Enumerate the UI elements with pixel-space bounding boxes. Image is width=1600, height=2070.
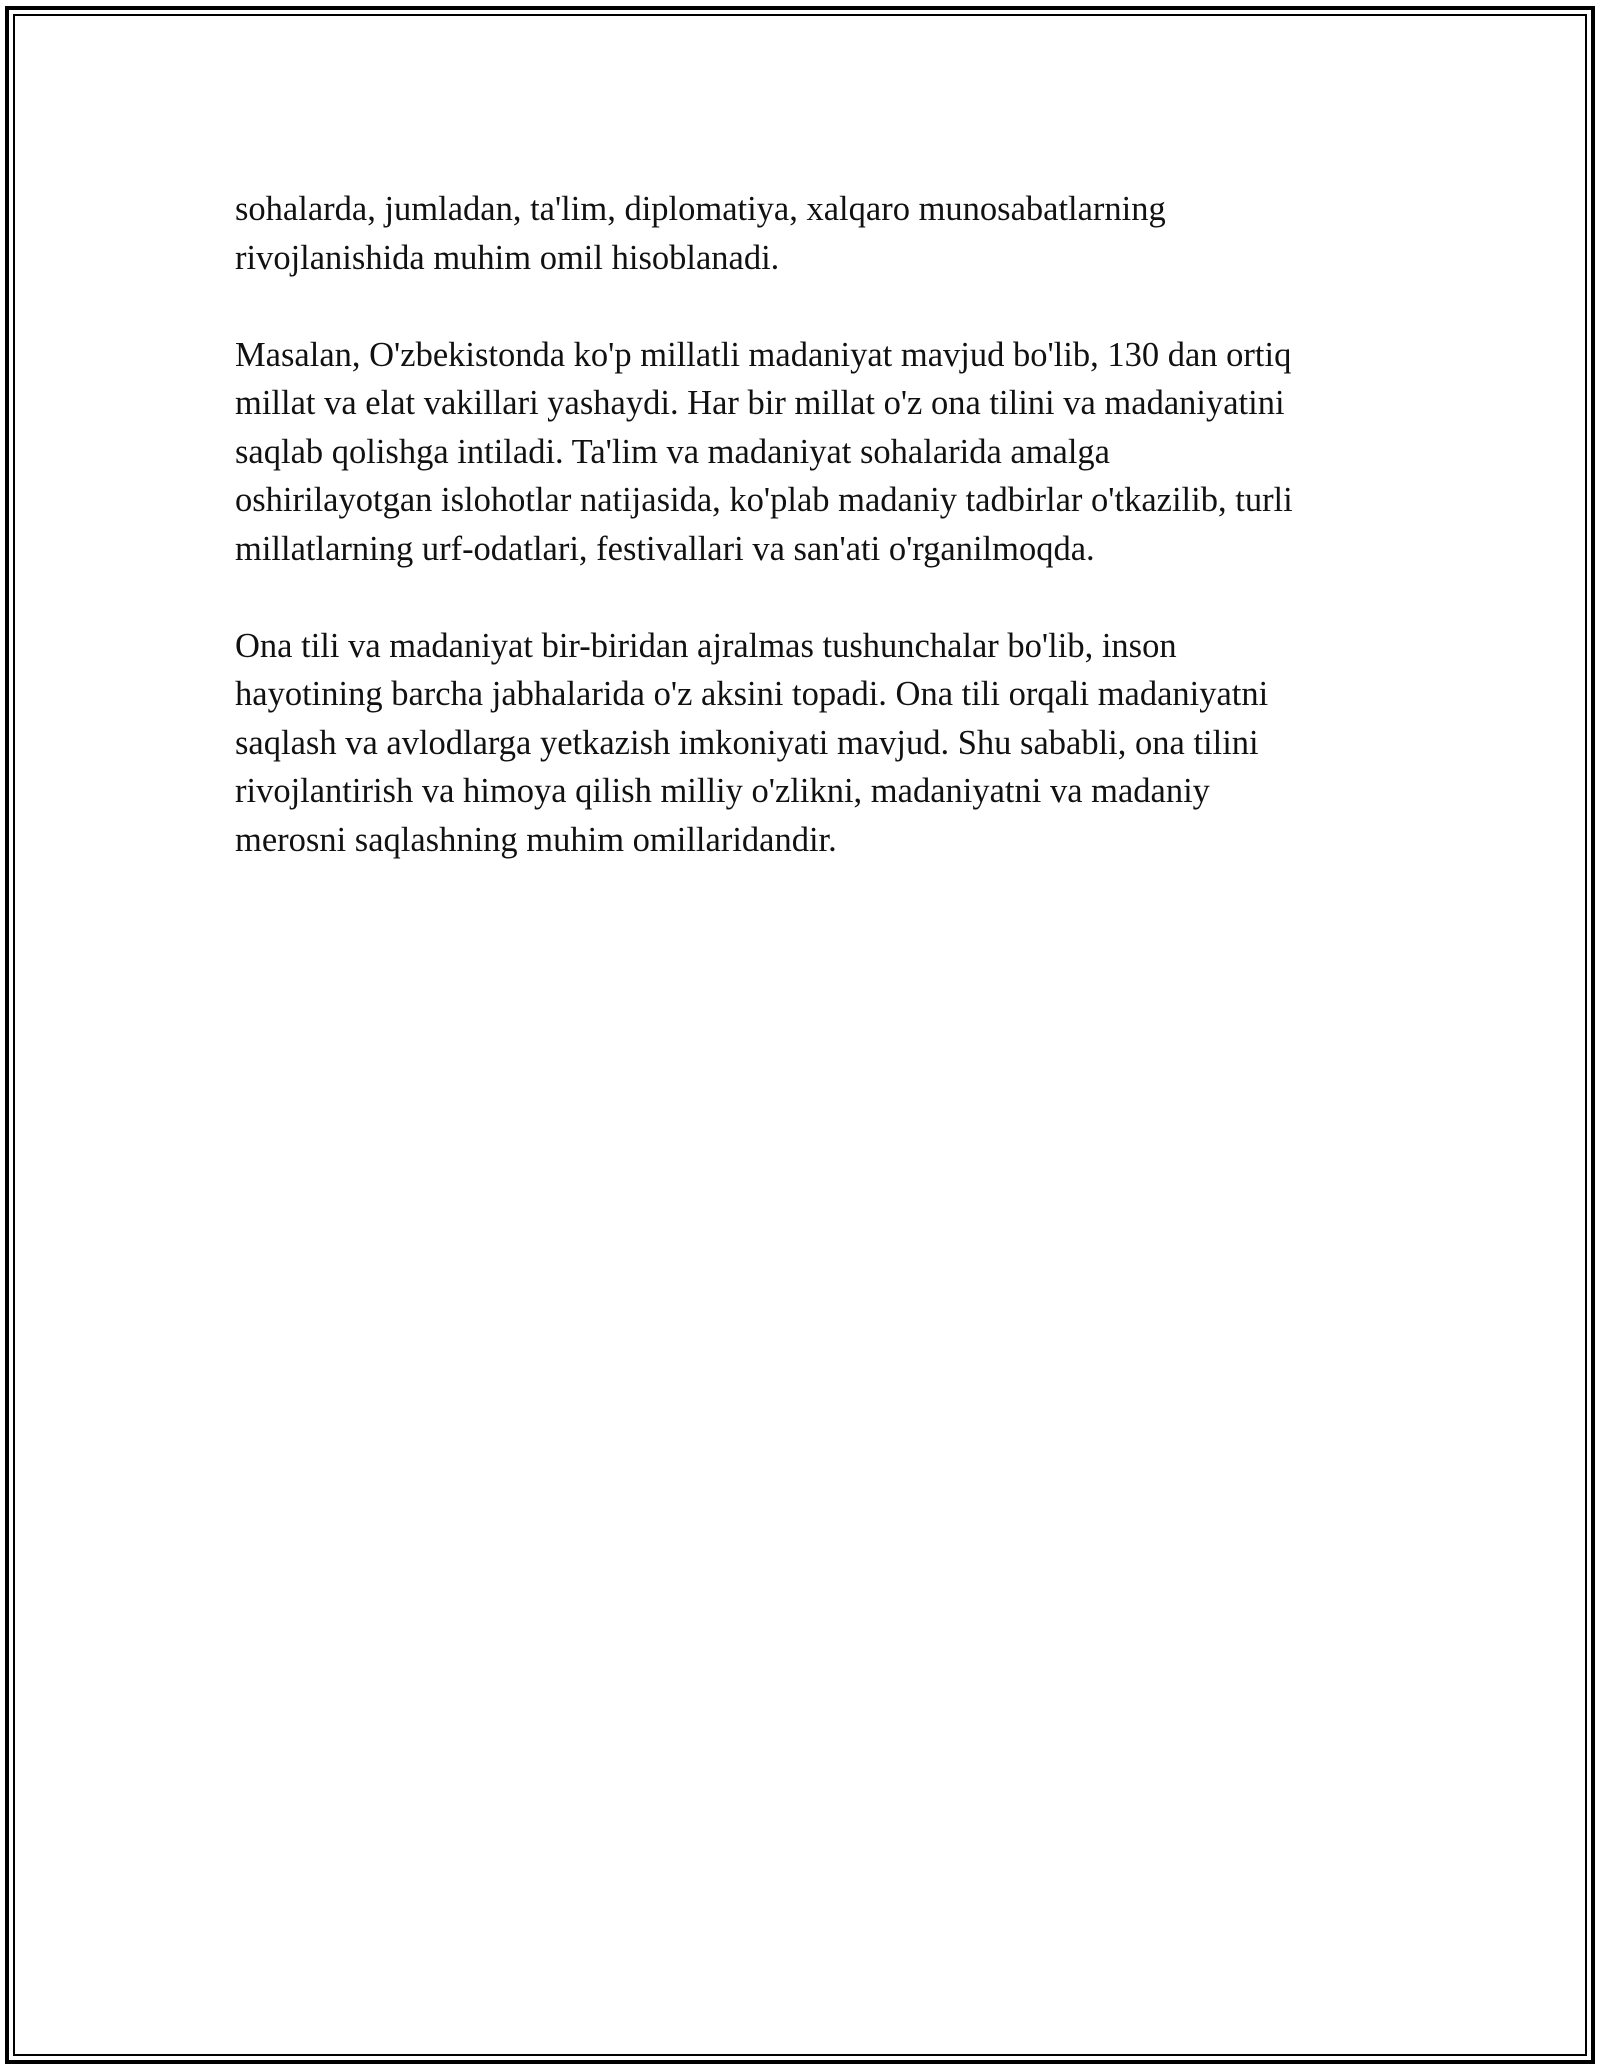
text-line: saqlab qolishga intiladi. Ta'lim va madaniyat sohalarida amalga xyxy=(235,432,1110,471)
text-line: saqlash va avlodlarga yetkazish imkoniyati mavjud. Shu sababli, ona tilini xyxy=(235,723,1259,762)
paragraph-1 xyxy=(235,185,1365,282)
text-line: hayotining barcha jabhalarida o'z aksini topadi. Ona tili orqali madaniyatni xyxy=(235,675,1269,713)
paragraph-2 xyxy=(235,331,1365,574)
text-line: millat va elat vakillari yashaydi. Har bir millat o'z ona tilini va madaniyatini xyxy=(235,384,1285,422)
text-line: rivojlanishida muhim omil hisoblanadi. xyxy=(235,238,780,277)
text-line: merosni saqlashning muhim omillaridandir. xyxy=(235,820,837,859)
document-body xyxy=(235,185,1365,913)
text-line: Masalan, O'zbekistonda ko'p millatli madaniyat mavjud bo'lib, 130 dan ortiq xyxy=(235,335,1292,374)
paragraph-3 xyxy=(235,622,1365,865)
text-line: millatlarning urf-odatlari, festivallari va san'ati o'rganilmoqda. xyxy=(235,529,1095,568)
text-line: sohalarda, jumladan, ta'lim, diplomatiya, xalqaro munosabatlarning xyxy=(235,190,1166,228)
text-line: rivojlantirish va himoya qilish milliy o'zlikni, madaniyatni va madaniy xyxy=(235,772,1210,810)
text-line: Ona tili va madaniyat bir-biridan ajralmas tushunchalar bo'lib, inson xyxy=(235,626,1177,665)
text-line: oshirilayotgan islohotlar natijasida, ko'plab madaniy tadbirlar o'tkazilib, turli xyxy=(235,481,1293,519)
